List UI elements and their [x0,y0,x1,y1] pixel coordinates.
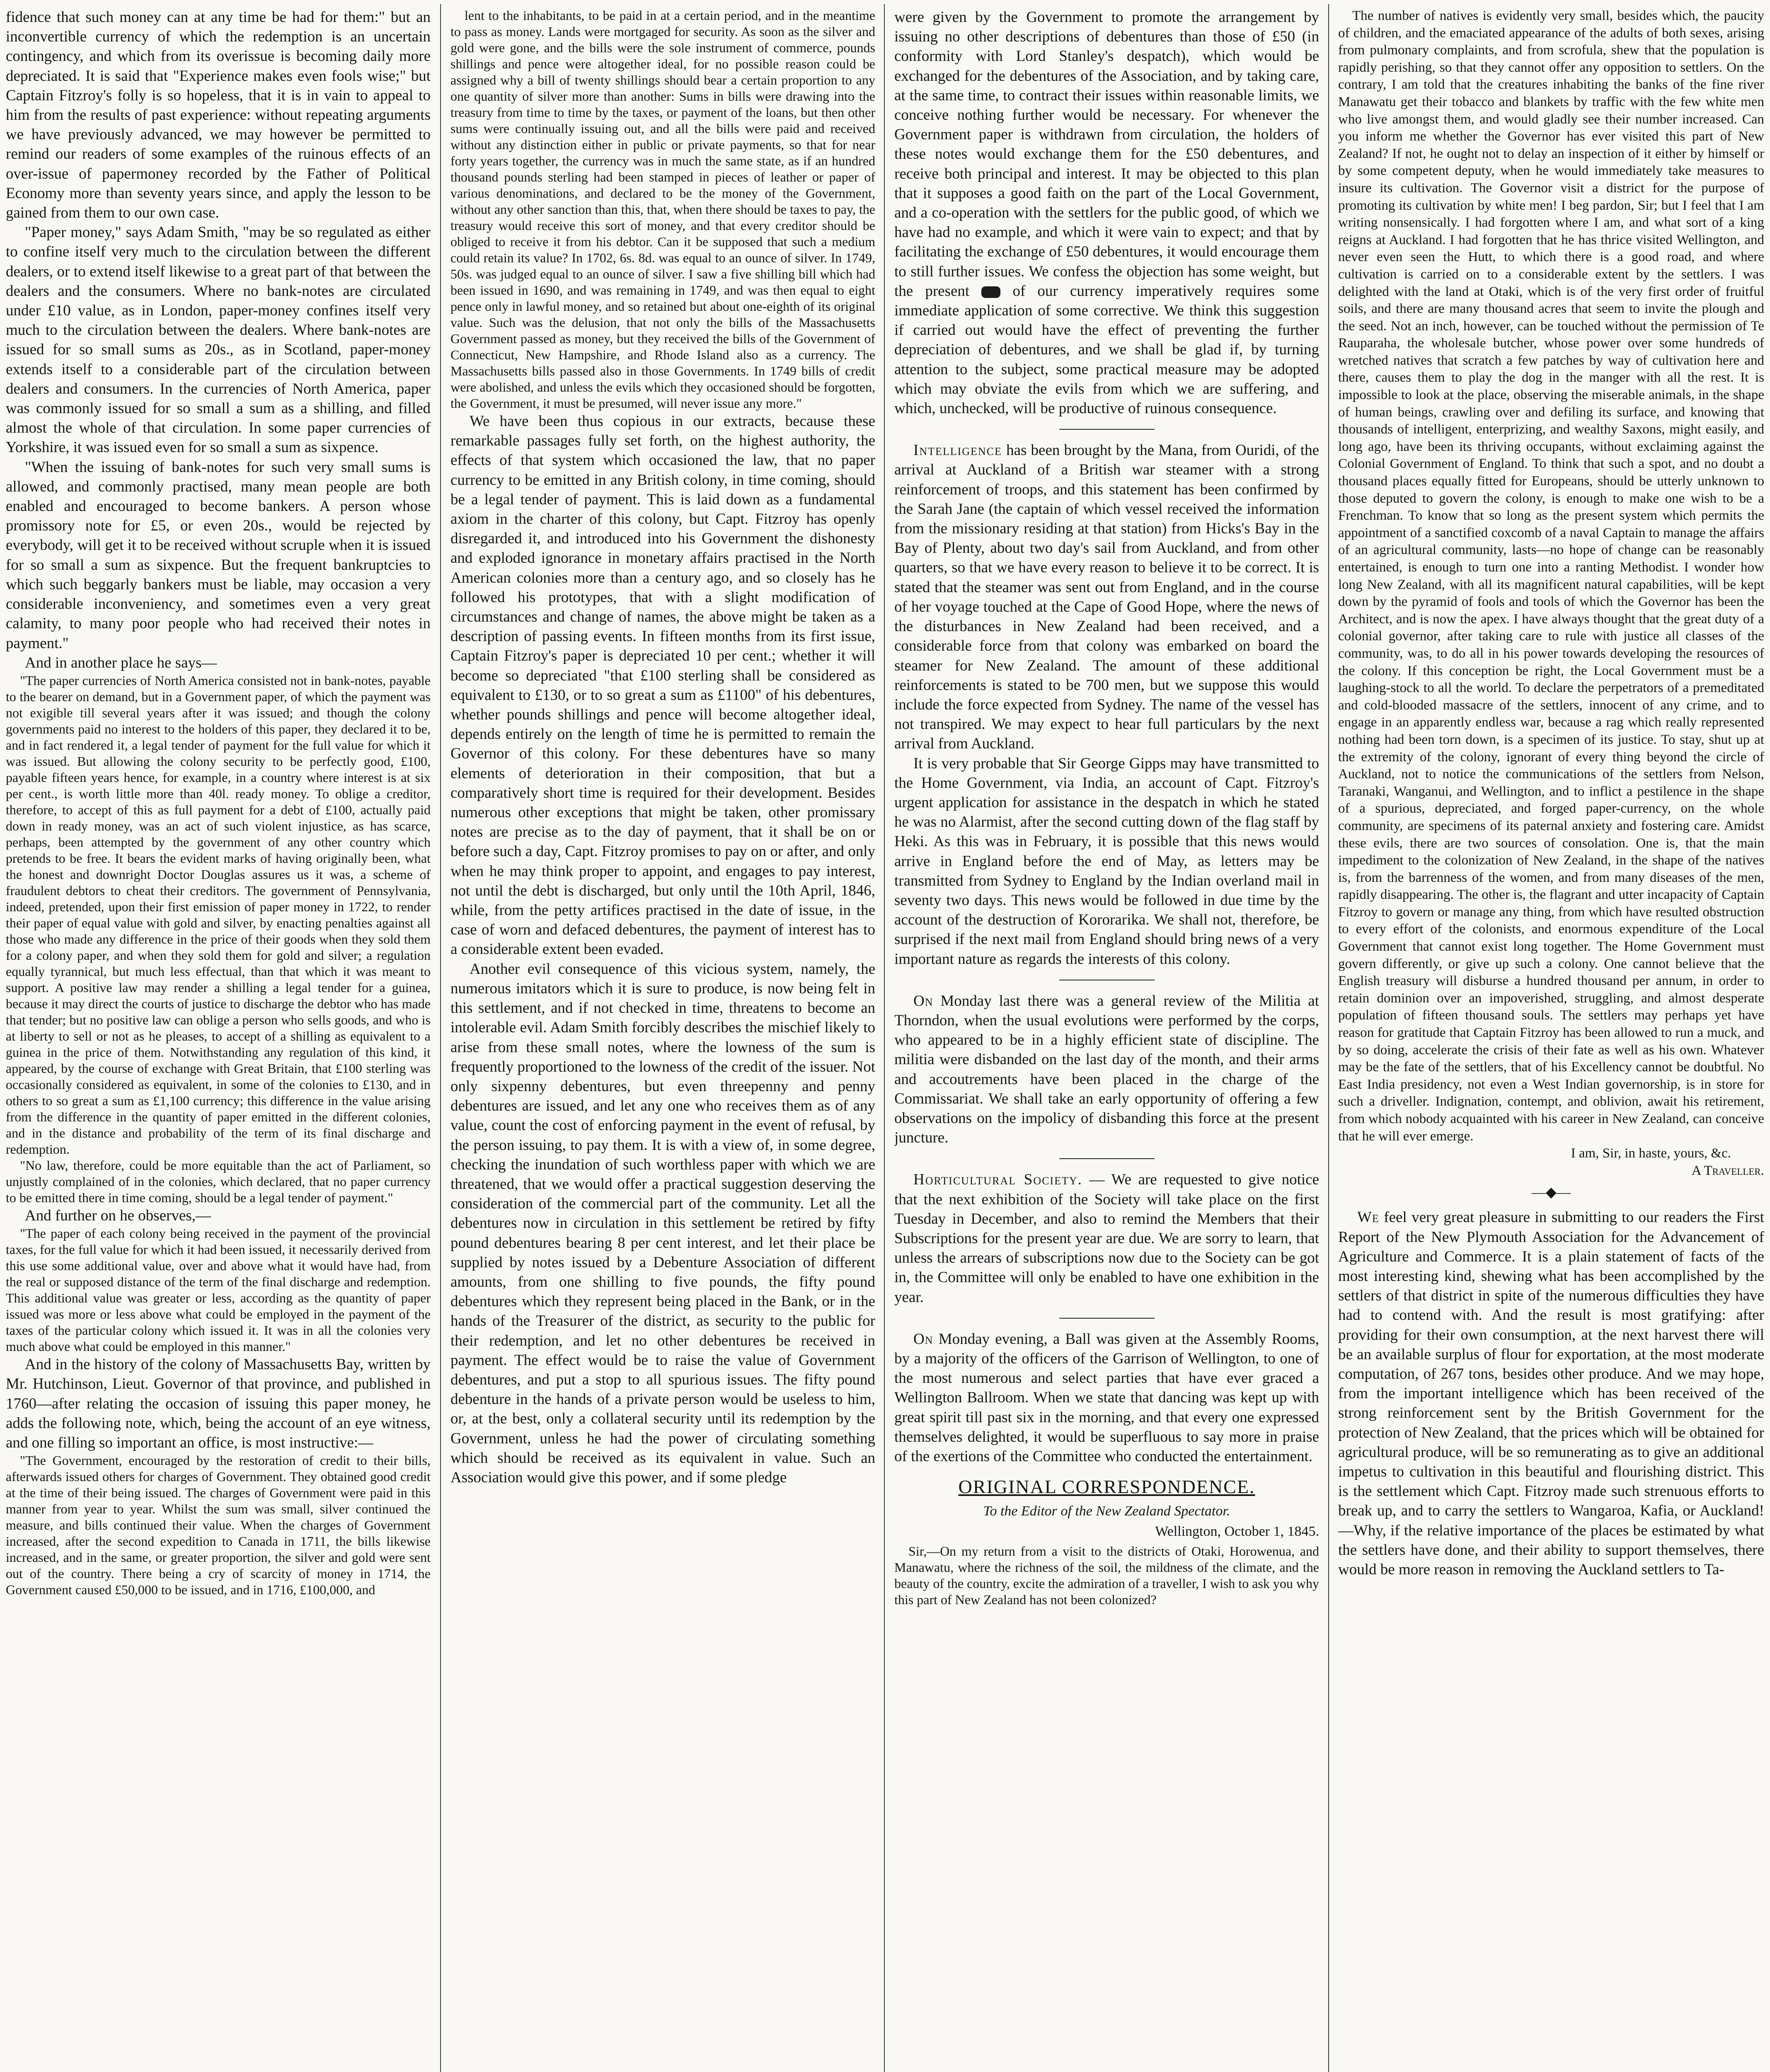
letter-block [894,1543,1319,1608]
item-text: Monday evening, a Ball was given at the Assembly Rooms, by a majority of the officers of the Garrison of Wellington, to one of the most numerous and select parties that have ever graced a Wellington Ballroom. When we state that dancing was kept up with great spirit till past six in the morning, and that every one expressed themselves delighted, it would be superfluous to say more in praise of the exertions of the Committee who conducted the entertainment. [894,1330,1319,1465]
paragraph [894,7,1319,418]
column-rule [440,4,441,2072]
quotation: "The paper of each colony being received in the payment of the provincial taxes, for the full value for which it had been issued, it necessarily derived from this use some additional value, over and above what it would have had, from the real or supposed distance of the term of the final discharge and redemption. This additional value was greater or less, according as the quantity of paper issued was more or less above what could be employed in the payment of the taxes of the particular colony which issued it. It was in all the colonies very much above what could be employed in this manner." [6,1226,431,1354]
letter-opening: Sir,—On my return from a visit to the districts of Otaki, Horowenua, and Manawatu, where the richness of the soil, the mildness of the climate, and the beauty of the country, excite the admiration of a traveller, I wish to ask you why this part of New Zealand has not been colonized? [894,1544,1319,1607]
item-text: feel very great pleasure in submitting to our readers the First Report of the New Plymouth Association for the Advancement of Agriculture and Commerce. It is a plain statement of facts of the most interesting kind, shewing what has been accomplished by the settlers of that district in spite of the numerous difficulties they have had to contend with. And the result is most gratifying: after providing for their own consumption, at the next harvest there will be an available surplus of flour for exportation, at the most moderate computation, of 267 tons, besides other produce. And we may hope, from the important intelligence which has been received of the strong reinforcement sent by the British Government for the protection of New Zealand, that the prices which will be obtained for agricultural produce, will be so remunerating as to give an additional impetus to cultivation in this beautiful and flourishing district. This is the settlement which Capt. Fitzroy made such strenuous efforts to break up, and to carry the settlers to Wangaroa, Kafia, or Auckland!—Why, if the relative importance of the places be estimated by what the settlers have done, and their ability to support themselves, there would be more reason in removing the Auckland settlers to Ta- [1338,1209,1764,1578]
column-1 [6,7,431,2072]
paragraph: It is very probable that Sir George Gipps may have transmitted to the Home Government, via India, an account of Capt. Fitzroy's urgent application for assistance in the despatch in which he stated he was no Alarmist, after the second cutting down of the flag staff by Heki. As this was in February, it is possible that this news would arrive in England before the end of May, as letters may be transmitted from Sydney to England by the Indian overland mail in seventy two days. This news would be followed in due time by the account of the destruction of Kororarika. We shall not, therefore, be surprised if the next mail from England should bring news of a very important nature as regards the interests of this colony. [894,755,1319,968]
quotation: "The paper currencies of North America consisted not in bank-notes, payable to the bearer on demand, but in a Government paper, of which the payment was not exigible till several years after it was issued; and though the colony governments paid no interest to the holders of this paper, they declared it to be, and in fact rendered it, a legal tender of payment for the full value for which it was issued. But allowing the colony security to be perfectly good, £100, payable fifteen years hence, for example, in a country where interest is at six per cent., is worth little more than 40l. ready money. To oblige a creditor, therefore, to accept of this as full payment for a debt of £100, actually paid down in ready money, was an act of such violent injustice, as has scarce, perhaps, been attempted by the government of any other country which pretends to be free. It bears the evident marks of having originally been, what the honest and downright Doctor Douglas assures us it was, a scheme of fraudulent debtors to cheat their creditors. The government of Pennsylvania, indeed, pretended, upon their first emission of paper money in 1722, to render their paper of equal value with gold and silver, by enacting penalties against all those who made any difference in the price of their goods when they sold them for a colony paper, and when they sold them for gold and silver; a regulation equally tyrannical, but much less effectual, than that which it was meant to support. A positive law may render a shilling a legal tender for a guinea, because it may direct the courts of justice to discharge the debtor who has made that tender; but no positive law can oblige a person who sells goods, and who is at liberty to sell or not as he pleases, to accept of a shilling as equivalent to a guinea in the price of them. Notwithstanding any regulation of this kind, it appeared, by the course of exchange with Great Britain, that £100 sterling was occasionally considered as equivalent, in some of the colonies to £130, and in others to so great a sum as £1,100 currency; this difference in the value arising from the difference in the quantity of paper emitted in the different colonies, and in the distance and probability of the term of its final discharge and redemption. [6,673,431,1157]
item-text: Monday last there was a general review of the Militia at Thorndon, when the usual evolutions were performed by the corps, who appeared to be in a highly efficient state of discipline. The militia were disbanded on the last day of the month, and their arms and accoutrements have been placed in the charge of the Commissariat. We shall take an early opportunity of offering a few observations on the impolicy of disbanding this force at the present juncture. [894,992,1319,1147]
letter-block [1338,7,1764,1179]
quotation-block [6,1452,431,1598]
news-item [894,1170,1319,1307]
item-text: — We are requested to give notice that the next exhibition of the Society will take place on the first Tuesday in December, and also to remind the Members that their Subscriptions for the present year are due. We are sorry to learn, that unless the arrears of subscriptions now due to the Society can be got in, the Committee will only be enabled to have one exhibition in the year. [894,1171,1319,1306]
paragraph: Another evil consequence of this vicious system, namely, the numerous imitators which it is sure to produce, is now being felt in this settlement, and if not checked in time, threatens to become an intolerable evil. Adam Smith forcibly describes the mischief likely to arise from these small notes, where the lowness of the sum is frequently proportioned to the lowness of the credit of the issuer. Not only sixpenny debentures, but even threepenny and penny debentures are issued, and let any one who receives them as of any value, count the cost of enforcing payment in the event of refusal, by the person issuing, to pay them. It is with a view of, in some degree, checking the inundation of such worthless paper with which we are threatened, that we would offer a practical suggestion deserving the consideration of the commercial part of the community. Let all the debentures now in circulation in this settlement be retired by fifty pound debentures bearing 8 per cent interest, and let their place be supplied by notes issued by a Debenture Association of different amounts, from one shilling to five pounds, the fifty pound debentures which they represent being placed in the Bank, or in the hands of the Treasurer of the district, as security to the public for their redemption, and let no other debentures be received in payment. The effect would be to raise the value of Government debentures, and put a stop to all spurious issues. The fifty pound debenture in the hands of a private person would be useless to him, or, at the best, only a collateral security until its redemption by the Government, unless he had the power of circulating something which should be received as its equivalent in value. Such an Association would give this power, and if some pledge [450,960,875,1486]
quotation: "The Government, encouraged by the restoration of credit to their bills, afterwards issued others for charges of Government. They obtained good credit at the time of their being issued. The charges of Government were paid in this manner from year to year. Whilst the sum was small, silver continued the measure, and bills continued their value. When the charges of Government increased, after the second expedition to Canada in 1711, the bills likewise increased, and in the same, or greater proportion, the silver and gold were sent out of the country. There being a cry of scarcity of money in 1714, the Government caused £50,000 to be issued, and in 1716, £100,000, and [6,1453,431,1598]
paragraph-text: of our currency imperatively requires [1012,282,1275,300]
column-rule [1328,4,1329,2072]
letter-closing: I am, Sir, in haste, yours, &c. [1571,1146,1731,1161]
paragraph: And in the history of the colony of Massachusetts Bay, written by Mr. Hutchinson, Lieut. Governor of that province, and published in 1760—after relating the occasion of issuing this paper money, he adds the following note, which, being the account of an eye witness, and one filling so important an office, is most instructive:— [6,1356,431,1451]
item-lead: Horticultural Society. [913,1171,1082,1188]
paragraph: "Paper money," says Adam Smith, "may be so regulated as either to confine itself very much to the circulation between the different dealers, or to extend itself likewise to a great part of that between the dealers and the consumers. Where no bank-notes are circulated under £10 value, as in London, paper-money confines itself very much to the circulation between the dealers. Where bank-notes are issued for so small sums as 20s., as in Scotland, paper-money extends itself to a considerable part of the circulation between dealers and consumers. In the currencies of North America, paper was commonly issued for so small a sum as a shilling, and filled almost the whole of that circulation. In some paper currencies of Yorkshire, it was issued even for so small a sum as sixpence. [6,224,431,456]
letter-dateline: Wellington, October 1, 1845. [1155,1524,1319,1539]
column-rule [884,4,885,2072]
item-lead: Intelligence [913,442,1002,459]
letter-signature: A Traveller. [1691,1163,1764,1178]
quotation: "No law, therefore, could be more equitable than the act of Parliament, so unjustly complained of in the colonies, which declared, that no paper currency to be emitted there in time coming, should be a legal tender of payment." [6,1157,431,1205]
column-4 [1338,7,1764,2072]
paragraph-text: some immediate application of some corrective. We think this suggestion if carried out would have the effect of preventing the further depreciation of debentures, and we shall be glad if, by turning attention to the subject, some practical measure may be adopted which may obviate the evils from which we are suffering, and which, unchecked, will be productive of ruinous consequence. [894,282,1319,417]
news-item [894,441,1319,753]
quotation: lent to the inhabitants, to be paid in at a certain period, and in the meantime to pass as money. Lands were mortgaged for security. As soon as the silver and gold were gone, and the bills were the sole instrument of commerce, pounds shillings and pence were altogether ideal, for no possible reason could be assigned why a bill of twenty shillings should bear a certain proportion to any one quantity of silver more than another: Sums in bills were drawing into the treasury from time to time by the taxes, or payment of the loans, but then other sums were continually issuing out, and all the bills were paid and received without any distinction either in public or private payments, so that for near forty years together, the currency was in much the same state, as if an hundred thousand pounds sterling had been stamped in pieces of leather or paper of various denominations, and declared to be the money of the Government, without any other sanction than this, that, when there should be taxes to pay, the treasury would receive this sort of money, and that every creditor should be obliged to receive it from his debtor. Can it be supposed that such a medium could retain its value? In 1702, 6s. 8d. was equal to an ounce of silver. In 1749, 50s. was judged equal to an ounce of silver. I saw a five shilling bill which had been issued in 1690, and was remaining in 1749, and was then equal to eight pence only in lawful money, and so retained but about one-eighth of its original value. Such was the delusion, that not only the bills of the Massachusetts Government passed as money, but they received the bills of the Government of Connecticut, New Hampshire, and Rhode Island also as a currency. The Massachusetts bills passed also in those Governments. In 1749 bills of credit were abolished, and unless the evils which they occasioned should be forgotten, the Government, it must be presumed, will never issue any more." [450,8,875,411]
quotation-block [450,7,875,411]
ornament-divider: —◆— [1531,1185,1571,1201]
ink-smudge [981,286,1000,298]
divider [1059,429,1155,430]
item-lead: We [1357,1209,1379,1226]
paragraph-text: were given by the Government to promote the arrangement by issuing no other descriptions of debentures than those of £50 (in conformity with Lord Stanley's despatch), which would be exchanged for the debentures of the Association, and by taking care, at the same time, to contract their issues within reasonable limits, we conceive nothing further would be necessary. For whenever the Government paper is withdrawn from circulation, the holders of these notes would exchange them for the £50 debentures, and receive both principal and interest. It may be objected to this plan that it supposes a good faith on the part of the Local Government, and a co-operation with the settlers for the public good, of which we have had no example, and which it were vain to expect; and that by facilitating the exchange of £50 debentures, it would encourage them to still further issues. We confess the objection has some weight, but the present [894,9,1319,300]
paragraph: And further on he observes,— [25,1207,211,1224]
news-item [1338,1208,1764,1579]
section-subheading: To the Editor of the New Zealand Spectator. [983,1503,1230,1519]
column-3 [894,7,1319,2072]
item-lead: On [913,992,933,1009]
letter-body: The number of natives is evidently very small, besides which, the paucity of children, and the emaciated appearance of the adults of both sexes, arising from pulmonary complaints, and from scrofula, shew that the population is rapidly perishing, so that they cannot offer any opposition to settlers. On the contrary, I am told that the creatures inhabiting the banks of the fine river Manawatu get their tobacco and blankets by traffic with the few white men who live amongst them, and would gladly see their number increased. Can you inform me whether the Governor has ever visited this part of New Zealand? If not, he ought not to delay an inspection of it either by himself or by some competent deputy, when he would immediately take measures to insure its cultivation. The Governor visit a district for the purpose of promoting its cultivation by white men! I beg pardon, Sir; but I feel that I am writing nonsensically. I had forgotten where I am, and what sort of a king reigns at Auckland. I had forgotten that he has thrice visited Wellington, and never even seen the Hutt, to which there is a good road, and where cultivation is carried on to a considerable extent by the settlers. I was delighted with the land at Otaki, which is of the very first order of fruitful soils, and there are many thousand acres that seem to invite the plough and the seed. Not an inch, however, can be touched without the permission of Te Rauparaha, the wholesale butcher, whose power over some hundreds of wretched natives that scratch a few patches by way of cultivation here and there, causes them to play the dog in the manger with all the rest. It is impossible to look at the place, observing the miserable animals, in the shape of human beings, crawling over and defiling its surface, and knowing that thousands of intelligent, enterprizing, and wealthy Saxons, might easily, and long ago, have been its thriving occupants, without exclaiming against the Colonial Government of England. To think that such a spot, and no doubt a thousand places equally fitted for Europeans, should be utterly unknown to those deputed to govern the colony, is enough to make one wish to be a Frenchman. To know that so long as the present system which permits the appointment of a sanctified coxcomb of a naval Captain to manage the affairs of an agricultural community, lasts—no hope of change can be reasonably entertained, is enough to turn one into a ranting Methodist. I wonder how long New Zealand, with all its magnificent natural capabilities, will be kept down by the pyramid of fools and tools of which the Governor has been the Architect, and is now the apex. I have always thought that the great duty of a colonial governor, after taking care to rule with justice all classes of the community, was, to do all in his power towards developing the resources of the colony. If this conception be right, the Local Government must be a laughing-stock to all the world. To declare the perpetrators of a premeditated and cold-blooded massacre of the settlers, innocent of any crime, and to engage in an apparently endless war, because a rag which really represented nothing had been torn down, is a specimen of its justice. To stay, shut up at the extremity of the colony, ignorant of every thing beyond the circle of Auckland, not to notice the communications of the settlers from Nelson, Taranaki, Wanganui, and Wellington, and to inflict a pestilence in the shape of a spurious, depreciated, and forged paper-currency, on the whole community, are specimens of its paternal anxiety and fostering care. Amidst these evils, there are two sources of consolation. One is, that the main impediment to the colonization of New Zealand, in the shape of the natives is, from the barrenness of the women, and from many diseases of the men, rapidly disappearing. The other is, the flagrant and utter incapacity of Captain Fitzroy to govern or manage any thing, from which have resulted obstruction to every effort of the colonists, and enormous expenditure of the Local Government that cannot exist long together. The Home Government must govern differently, or give up such a colony. One cannot believe that the English treasury will disburse a hundred thousand per annum, in order to retain dominion over an impoverished, struggling, and almost desperate population of fifteen thousand souls. The settlers may perhaps yet have reason for gratitude that Captain Fitzroy has been allowed to run a muck, and by so doing, accelerate the crisis of their fate as well as his own. Whatever may be the fate of the settlers, that of his Excellency cannot be doubtful. No East India presidency, not even a West Indian governorship, is in store for such a driveller. Indignation, contempt, and oblivion, await his retirement, from which nobody acquainted with his career in New Zealand, can conceive that he will ever emerge. [1338,8,1764,1144]
item-lead: On [913,1330,933,1348]
item-text: has been brought by the Mana, from Ouridi, of the arrival at Auckland of a British war steamer with a strong reinforcement of troops, and this statement has been confirmed by the Sarah Jane (the captain of which vessel received the information from the missionary residing at that station) from Hicks's Bay in the Bay of Plenty, about two day's sail from Auckland, and from other quarters, so that we have every reason to believe it to be correct. It is stated that the steamer was sent out from England, and in the course of her voyage touched at the Cape of Good Hope, where the news of the disturbances in New Zealand had been received, and a considerable force from that colony was embarked on board the steamer for New Zealand. The amount of these additional reinforcements is stated to be 700 men, but we suppose this would include the force expected from Sydney. The name of the vessel has not transpired. We may expect to hear full particulars by the next arrival from Auckland. [894,442,1319,753]
quotation-block [6,1225,431,1355]
column-2 [450,7,875,2072]
divider [1059,1318,1155,1319]
divider [1059,1158,1155,1159]
quotation-block [6,673,431,1206]
news-item [894,1329,1319,1466]
paragraph: "When the issuing of bank-notes for such very small sums is allowed, and commonly practised, many mean people are both enabled and encouraged to become bankers. A person whose promissory note for £5, or even 20s., would be rejected by everybody, will get it to be received without scruple when it is issued for so small a sum as sixpence. But the frequent bankruptcies to which such beggarly bankers must be liable, may occasion a very considerable inconveniency, and sometimes even a very great calamity, to many poor people who had received their notes in payment." [6,458,431,652]
section-heading: ORIGINAL CORRESPONDENCE. [958,1476,1255,1498]
paragraph: And in another place he says— [25,654,217,671]
paragraph: fidence that such money can at any time be had for them:" but an inconvertible currency of which the redemption is an uncertain contingency, and which from its overissue is becoming daily more depreciated. It is said that "Experience makes even fools wise;" but Captain Fitzroy's folly is so hopeless, that it is in vain to appeal to him from the results of past experience: without repeating arguments we have previously advanced, we may however be permitted to remind our readers of some examples of the ruinous effects of an over-issue of papermoney recorded by the Father of Political Economy more than seventy years since, and apply the lesson to be gained from them to our own case. [6,9,431,222]
news-item [894,991,1319,1148]
paragraph: We have been thus copious in our extracts, because these remarkable passages fully set forth, on the highest authority, the effects of that system which occasioned the law, that no paper currency to be emitted in any British colony, in time coming, should be a legal tender of payment. This is laid down as a fundamental axiom in the charter of this colony, but Capt. Fitzroy has openly disregarded it, and introduced into his Government the dishonesty and exploded ignorance in monetary affairs practised in the North American colonies more than a century ago, and so closely has he followed his prototypes, that with a slight modification of circumstances and change of names, the above might be taken as a description of passing events. In fifteen months from its first issue, Captain Fitzroy's paper is depreciated 10 per cent.; whether it will become so depreciated "that £100 sterling shall be considered as equivalent to £130, or to so great a sum as £1100" of his debentures, whether pounds shillings and pence will become altogether ideal, depends entirely on the length of time he is permitted to remain the Governor of this colony. For these debentures have so many elements of deterioration in their composition, that but a comparatively short time is required for their development. Besides numerous other exceptions that might be taken, other promissary notes are precise as to the day of payment, that it shall be on or before such a day, Capt. Fitzroy promises to pay on or after, and only when he may think proper to appoint, and engages to pay interest, not until the debt is discharged, but only until the 10th April, 1846, while, from the petty artifices practised in the date of issue, in the case of worn and defaced debentures, the payment of interest has to a considerable extent been evaded. [450,413,875,958]
